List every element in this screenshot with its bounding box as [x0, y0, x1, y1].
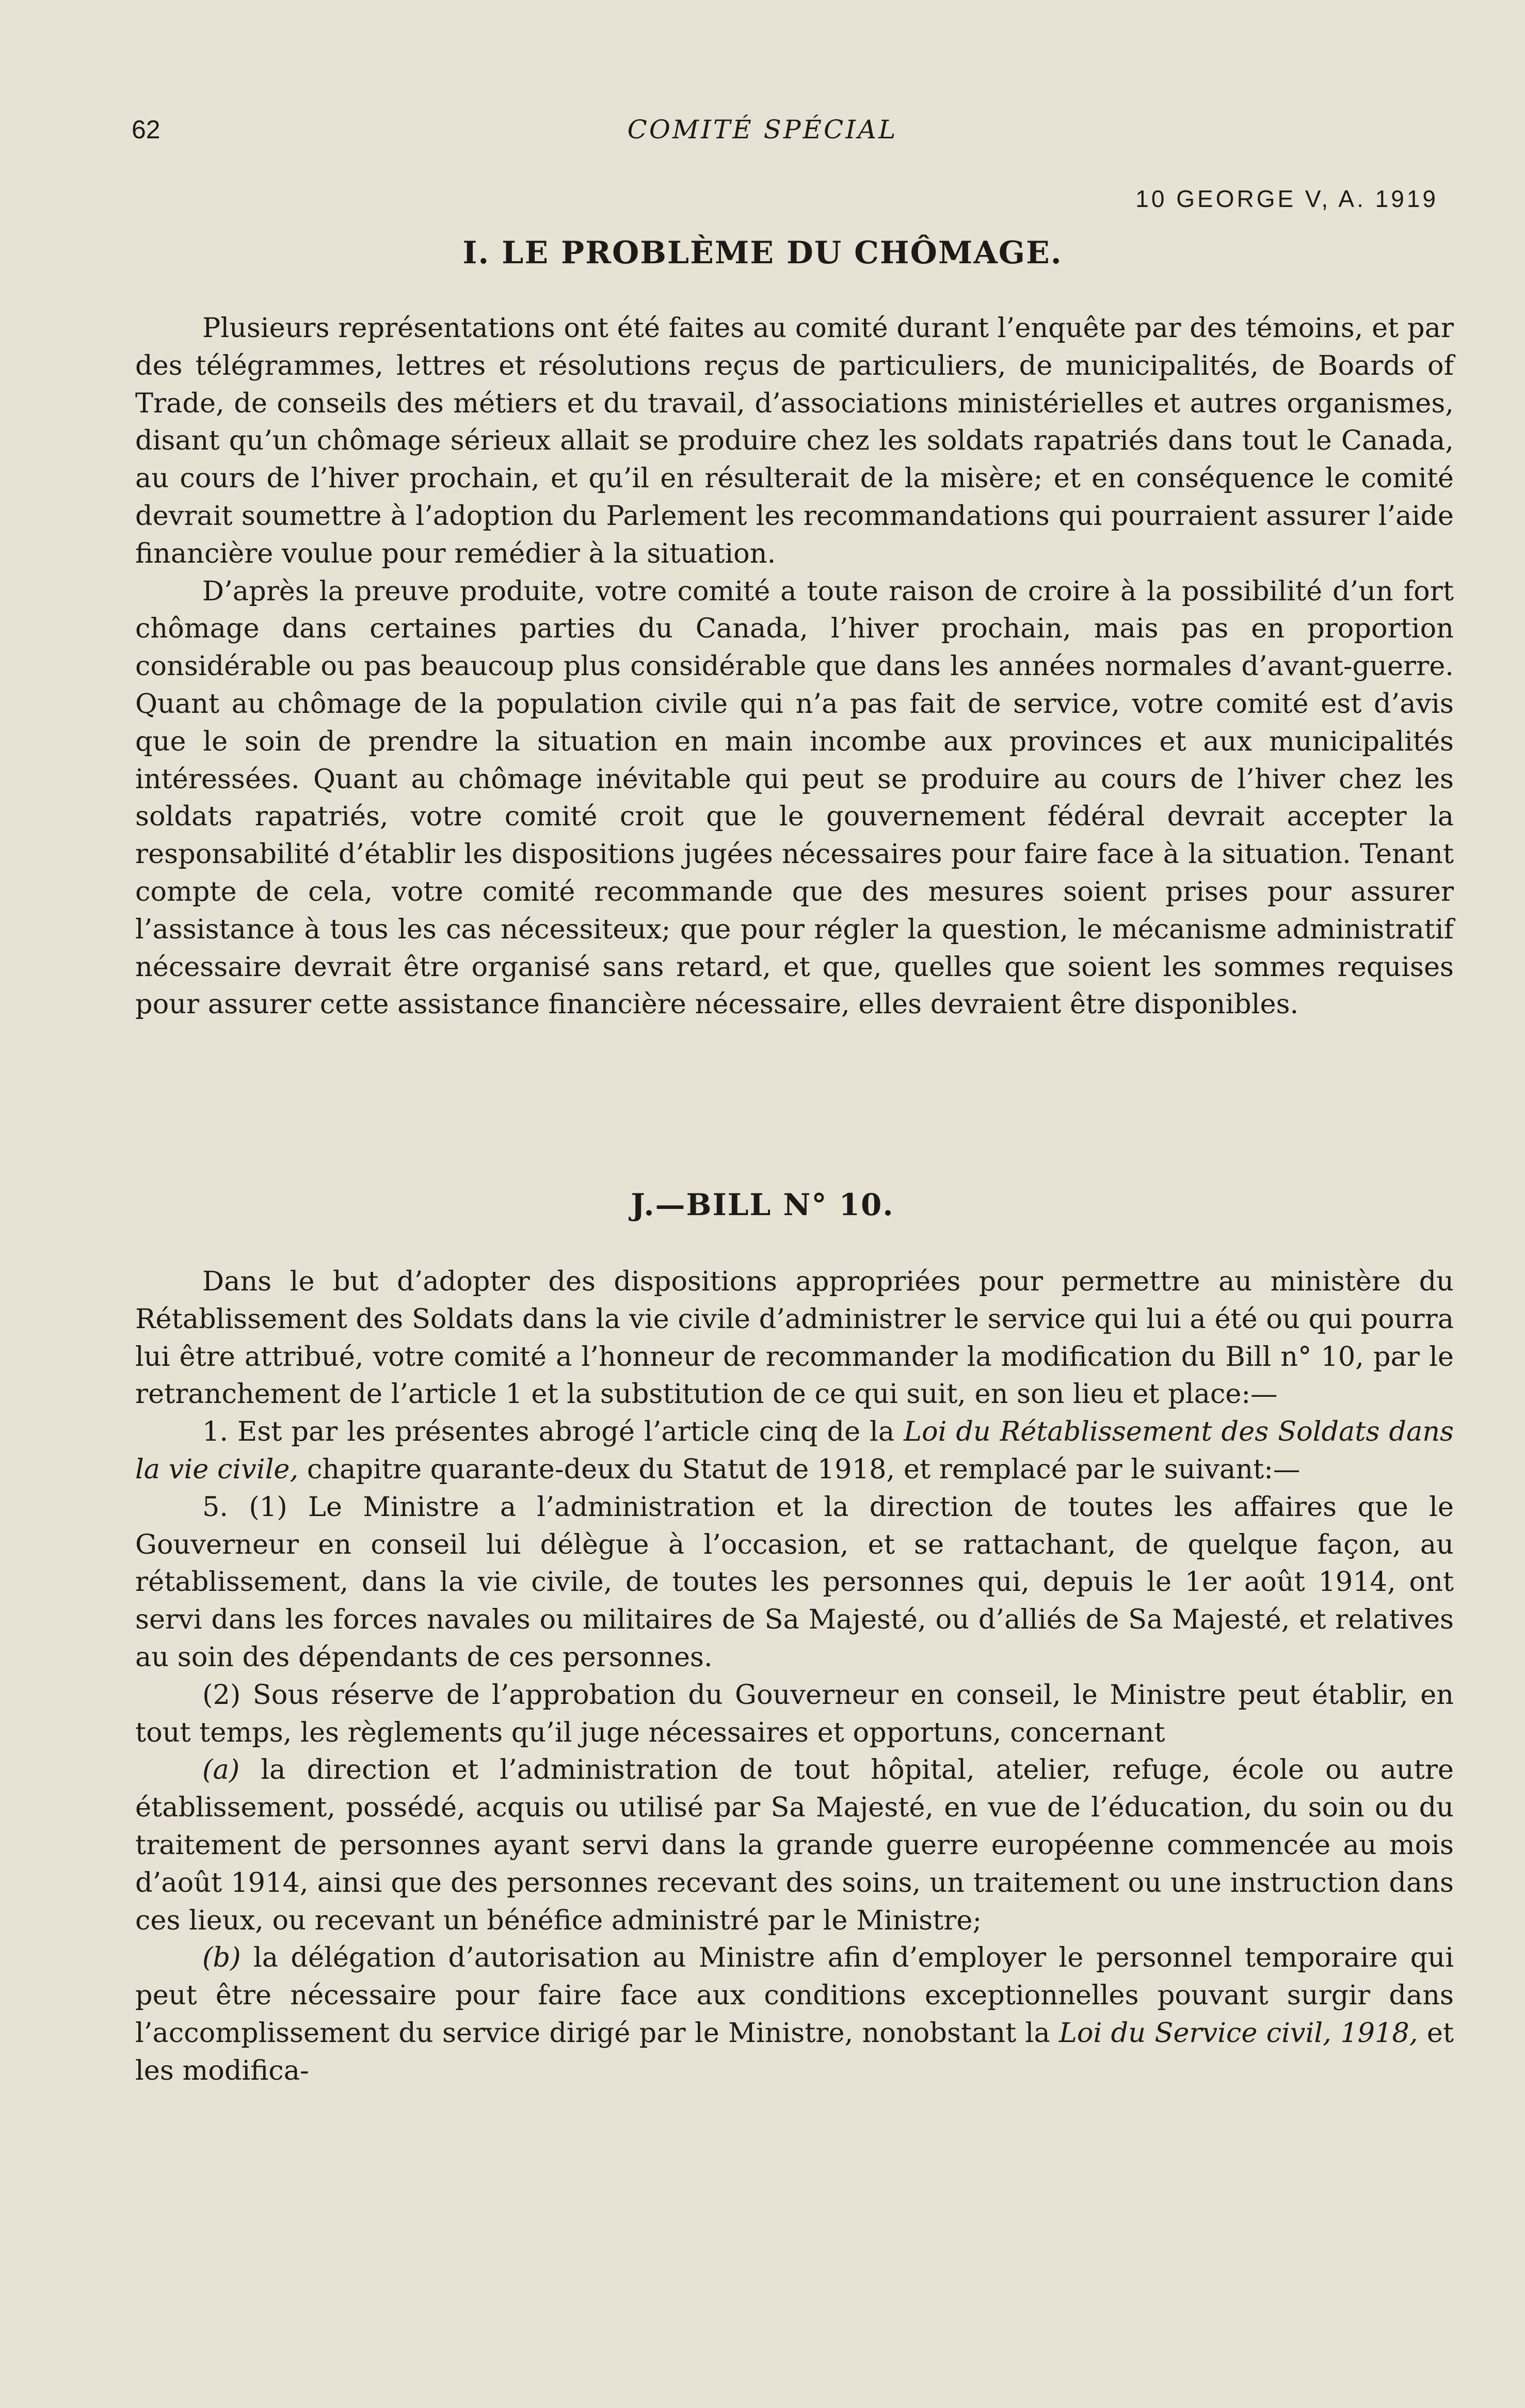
- running-title: COMITÉ SPÉCIAL: [627, 115, 898, 145]
- page-number: 62: [132, 115, 160, 144]
- section-j-intro: Dans le but d’adopter des dispositions appropriées pour permettre au ministère du Rétablissement des Soldats dans la vie civile d’administrer le service qui lui a été ou qui pourra lui être attribué, votre comité a l’honneur de recommander la modification du Bill n° 10, par le retranchement de l’article 1 et la substitution de ce qui suit, en son lieu et place:—: [135, 1266, 1454, 1410]
- section-i-title: I. LE PROBLÈME DU CHÔMAGE.: [462, 235, 1063, 271]
- clause-1: 1. Est par les présentes abrogé l’article cinq de la Loi du Rétablissement des Soldats dans la vie civile, chapitre quarante-deux du Statut de 1918, et remplacé par le suivant:—: [135, 1416, 1454, 1485]
- act-title: Loi du Rétablissement des Soldats dans la vie civile,: [135, 1416, 1454, 1485]
- section-j-body: [135, 1263, 1454, 2090]
- civil-service-act-title: Loi du Service civil, 1918,: [1059, 2017, 1418, 2049]
- section-j-title: J.—BILL N° 10.: [631, 1187, 894, 1222]
- section-i-body: [135, 310, 1454, 1024]
- section-i-paragraph-1: Plusieurs représentations ont été faites au comité durant l’enquête par des témoins, et par des télégrammes, lettres et résolutions reçus de particuliers, de municipalités, de Boards of Trade, de conseils des métiers et du travail, d’associations ministérielles et autres organismes, disant qu’un chômage sérieux allait se produire chez les soldats rapatriés dans tout le Canada, au cours de l’hiver prochain, et qu’il en résulterait de la misère; et en conséquence le comité devrait soumettre à l’adoption du Parlement les recommandations qui pourraient assurer l’aide financière voulue pour remédier à la situation.: [135, 312, 1454, 569]
- subsection-5-1: 5. (1) Le Ministre a l’administration et la direction de toutes les affaires que le Gouverneur en conseil lui délègue à l’occasion, et se rattachant, de quelque façon, au rétablissement, dans la vie civile, de toutes les personnes qui, depuis le 1er août 1914, ont servi dans les forces navales ou militaires de Sa Majesté, ou d’alliés de Sa Majesté, et relatives au soin des dépendants de ces personnes.: [135, 1491, 1454, 1673]
- item-a: (a) la direction et l’administration de tout hôpital, atelier, refuge, école ou autre établissement, possédé, acquis ou utilisé par Sa Majesté, en vue de l’éducation, du soin ou du traitement de personnes ayant servi dans la grande guerre européenne commencée au mois d’août 1914, ainsi que des personnes recevant des soins, un traitement ou une instruction dans ces lieux, ou recevant un bénéfice administré par le Ministre;: [135, 1754, 1454, 1936]
- item-b: (b) la délégation d’autorisation au Ministre afin d’employer le personnel temporaire qui peut être nécessaire pour faire face aux conditions exceptionnelles pouvant surgir dans l’accomplissement du service dirigé par le Ministre, nonobstant la Loi du Service civil, 1918, et les modifica-: [135, 1942, 1454, 2086]
- section-i-paragraph-2: D’après la preuve produite, votre comité a toute raison de croire à la possibilité d’un fort chômage dans certaines parties du Canada, l’hiver prochain, mais pas en proportion considérable ou pas beaucoup plus considérable que dans les années normales d’avant-guerre. Quant au chômage de la population civile qui n’a pas fait de service, votre comité est d’avis que le soin de prendre la situation en main incombe aux provinces et aux municipalités intéressées. Quant au chômage inévitable qui peut se produire au cours de l’hiver chez les soldats rapatriés, votre comité croit que le gouvernement fédéral devrait accepter la responsabilité d’établir les dispositions jugées nécessaires pour faire face à la situation. Tenant compte de cela, votre comité recommande que des mesures soient prises pour assurer l’assistance à tous les cas nécessiteux; que pour régler la question, le mécanisme administratif nécessaire devrait être organisé sans retard, et que, quelles que soient les sommes requises pour assurer cette assistance financière nécessaire, elles devraient être disponibles.: [135, 575, 1454, 1020]
- subsection-5-2: (2) Sous réserve de l’approbation du Gouverneur en conseil, le Ministre peut établir, en tout temps, les règlements qu’il juge nécessaires et opportuns, concernant: [135, 1679, 1454, 1748]
- session-label: 10 GEORGE V, A. 1919: [1135, 185, 1438, 212]
